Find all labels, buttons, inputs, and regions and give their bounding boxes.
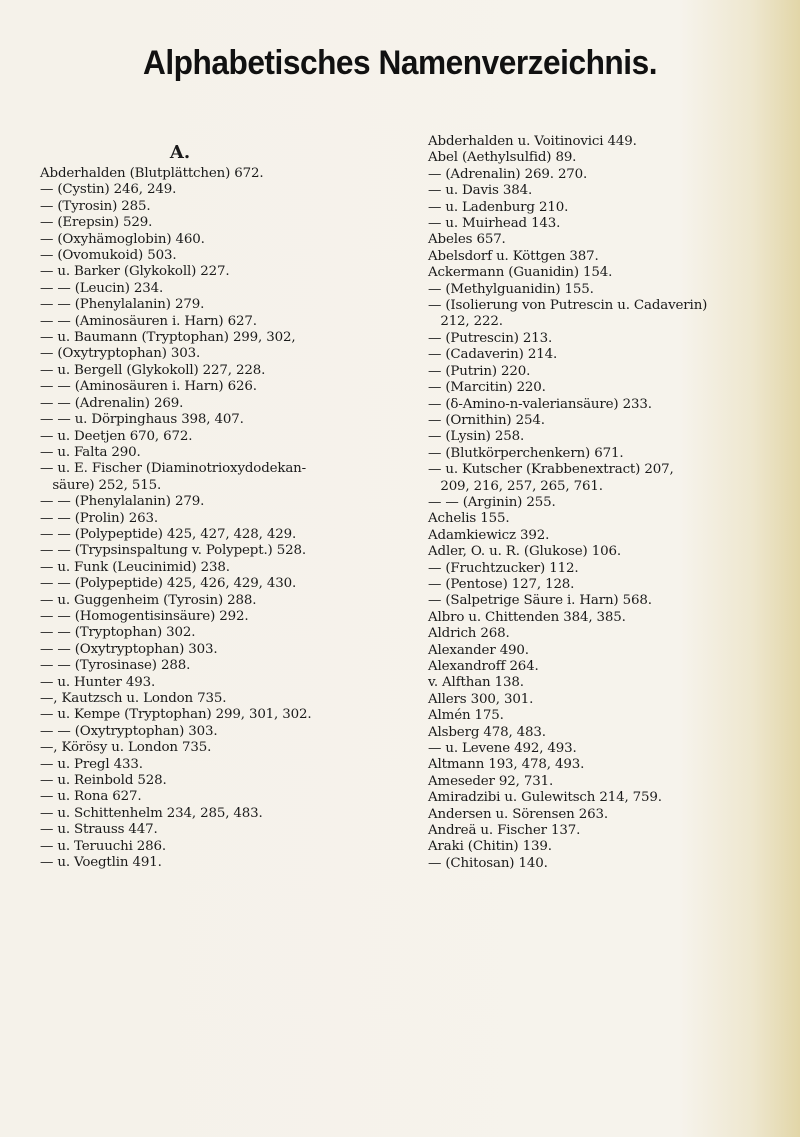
index-entry: Amiradzibi u. Gulewitsch 214, 759.	[428, 790, 662, 806]
index-entry: — u. Kempe (Tryptophan) 299, 301, 302.	[40, 707, 312, 723]
index-entry: — (Adrenalin) 269. 270.	[428, 166, 588, 182]
index-entry: 212, 222.	[428, 314, 503, 330]
index-entry: Andreä u. Fischer 137.	[428, 823, 581, 839]
index-entry: — (Salpetrige Säure i. Harn) 568.	[428, 593, 652, 609]
index-entry: v. Alfthan 138.	[428, 675, 524, 691]
index-entry: 209, 216, 257, 265, 761.	[428, 478, 603, 494]
index-entry: Ameseder 92, 731.	[428, 773, 554, 789]
index-entry: — u. Muirhead 143.	[428, 216, 561, 232]
index-entry: — (Isolierung von Putrescin u. Cadaverin)	[428, 298, 708, 314]
index-entry: — u. Davis 384.	[428, 183, 533, 199]
index-entry: — (Pentose) 127, 128.	[428, 576, 575, 592]
index-entry: — u. Guggenheim (Tyrosin) 288.	[40, 592, 257, 608]
index-entry: — (Chitosan) 140.	[428, 855, 548, 871]
index-entry: — — (Tryptophan) 302.	[40, 625, 196, 641]
index-entry: Abelsdorf u. Köttgen 387.	[428, 248, 599, 264]
index-entry: — (Blutkörperchenkern) 671.	[428, 445, 624, 461]
index-entry: — u. Funk (Leucinimid) 238.	[40, 559, 230, 575]
index-entry: — u. Pregl 433.	[40, 756, 143, 772]
index-entry: — u. Ladenburg 210.	[428, 199, 569, 215]
index-entry: Alexandroff 264.	[428, 659, 539, 674]
index-entry: — — (Aminosäuren i. Harn) 626.	[40, 379, 257, 395]
index-entry: — u. Reinbold 528.	[40, 773, 167, 789]
index-entry: — — (Aminosäuren i. Harn) 627.	[40, 313, 257, 329]
index-entry: — u. Schittenhelm 234, 285, 483.	[40, 805, 263, 821]
index-entry: — (Fruchtzucker) 112.	[428, 560, 579, 576]
index-entry: Albro u. Chittenden 384, 385.	[428, 609, 626, 625]
index-entry: — (Cystin) 246, 249.	[40, 182, 177, 198]
index-entry: Adamkiewicz 392.	[428, 527, 550, 543]
index-entry: — (Putrescin) 213.	[428, 330, 553, 346]
index-entry: — — (Oxytryptophan) 303.	[40, 641, 218, 657]
index-entry: Ackermann (Guanidin) 154.	[428, 265, 613, 281]
index-entry: Adler, O. u. R. (Glukose) 106.	[428, 544, 621, 560]
index-entry: — u. Deetjen 670, 672.	[40, 428, 193, 444]
index-entry: — — (Tyrosinase) 288.	[40, 658, 191, 674]
index-entry: — — (Prolin) 263.	[40, 510, 158, 526]
index-entry: —, Körösy u. London 735.	[40, 740, 212, 756]
index-entry: — u. Falta 290.	[40, 444, 141, 460]
index-entry: — (δ-Amino-n-valeriansäure) 233.	[428, 396, 652, 412]
section-letter: A.	[169, 142, 191, 163]
index-entry: — u. Strauss 447.	[40, 822, 158, 838]
index-entry: Allers 300, 301.	[428, 691, 534, 707]
index-entry: — u. Barker (Glykokoll) 227.	[40, 264, 230, 280]
index-entry: — (Erepsin) 529.	[40, 215, 153, 231]
index-entry: Abeles 657.	[428, 232, 506, 248]
index-entry: — (Cadaverin) 214.	[428, 347, 558, 363]
index-entry: Abel (Aethylsulfid) 89.	[428, 150, 577, 166]
index-entry: — u. Bergell (Glykokoll) 227, 228.	[40, 362, 266, 378]
index-entry: — u. Teruuchi 286.	[40, 838, 167, 854]
index-entry: — — (Adrenalin) 269.	[40, 395, 184, 411]
index-entry: — u. Levene 492, 493.	[428, 741, 577, 757]
index-entry: Alsberg 478, 483.	[428, 724, 546, 740]
index-entry: — (Ovomukoid) 503.	[40, 248, 177, 264]
index-entry: — — (Homogentisinsäure) 292.	[40, 608, 249, 624]
index-entry: Abderhalden (Blutplättchen) 672.	[40, 166, 264, 181]
index-entry: Achelis 155.	[428, 511, 510, 527]
index-entry: Almén 175.	[428, 708, 504, 724]
index-entry: — (Methylguanidin) 155.	[428, 281, 594, 297]
index-entry: — — u. Dörpinghaus 398, 407.	[40, 412, 244, 428]
index-entry: — — (Polypeptide) 425, 427, 428, 429.	[40, 526, 297, 542]
left-column	[40, 166, 385, 871]
index-entry: — u. Hunter 493.	[40, 674, 156, 690]
index-entry: — — (Oxytryptophan) 303.	[40, 723, 218, 739]
index-entry: Aldrich 268.	[428, 626, 510, 642]
index-entry: Altmann 193, 478, 493.	[428, 757, 585, 773]
index-entry: — (Tyrosin) 285.	[40, 198, 151, 214]
index-entry: Araki (Chitin) 139.	[428, 839, 552, 855]
index-entry: — — (Polypeptide) 425, 426, 429, 430.	[40, 576, 297, 592]
index-entry: Abderhalden u. Voitinovici 449.	[428, 134, 637, 149]
index-entry: — (Putrin) 220.	[428, 363, 531, 379]
index-entry: Andersen u. Sörensen 263.	[428, 806, 608, 822]
index-entry: — (Oxytryptophan) 303.	[40, 346, 201, 362]
index-entry: säure) 252, 515.	[40, 477, 162, 493]
index-entry: — u. Kutscher (Krabbenextract) 207,	[428, 462, 674, 478]
index-entry: — — (Phenylalanin) 279.	[40, 297, 205, 313]
index-entry: — (Marcitin) 220.	[428, 380, 546, 396]
index-entry: — u. Baumann (Tryptophan) 299, 302,	[40, 330, 296, 346]
index-entry: — u. Voegtlin 491.	[40, 855, 162, 871]
page-title: Alphabetisches Namenverzeichnis.	[142, 44, 658, 82]
right-column	[428, 134, 773, 872]
index-entry: — — (Trypsinspaltung v. Polypept.) 528.	[40, 543, 306, 559]
index-entry: — — (Arginin) 255.	[428, 494, 556, 510]
index-entry: — (Oxyhämoglobin) 460.	[40, 231, 205, 247]
index-entry: Alexander 490.	[428, 642, 529, 658]
index-entry: — — (Leucin) 234.	[40, 280, 164, 296]
index-entry: — (Lysin) 258.	[428, 429, 525, 445]
index-entry: — u. E. Fischer (Diaminotrioxydodekan-	[40, 461, 307, 477]
index-entry: — u. Rona 627.	[40, 789, 142, 805]
index-entry: — — (Phenylalanin) 279.	[40, 494, 205, 510]
index-entry: — (Ornithin) 254.	[428, 412, 545, 428]
index-entry: —, Kautzsch u. London 735.	[40, 691, 227, 706]
